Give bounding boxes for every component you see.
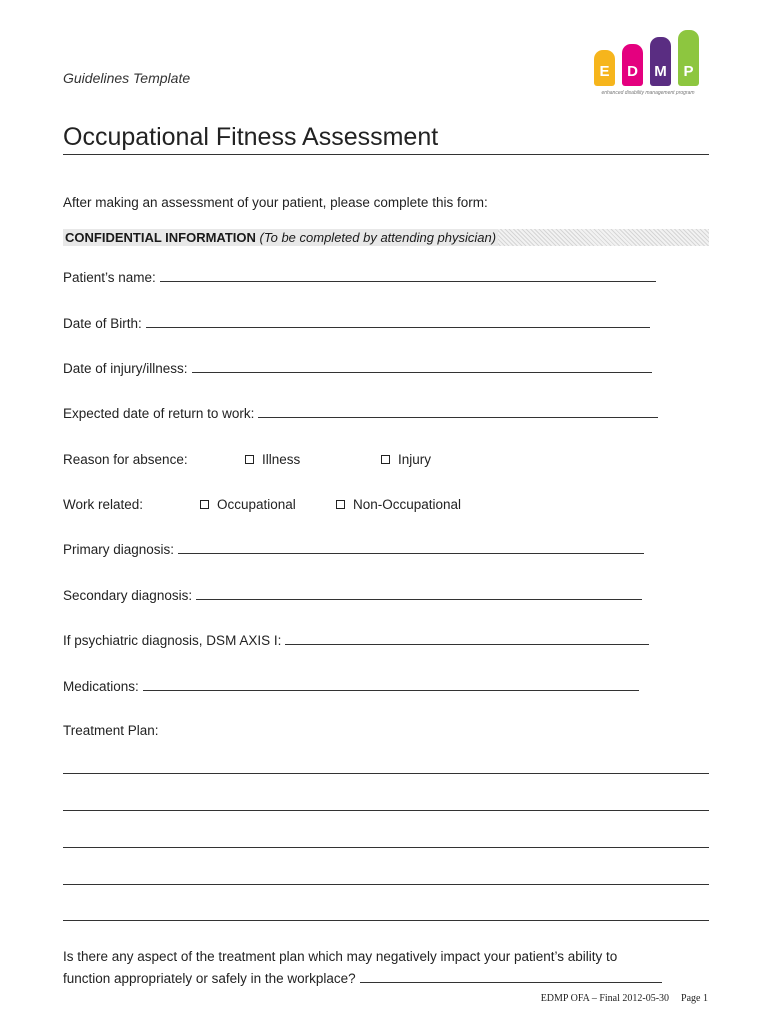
logo-tagline: enhanced disability management program: [601, 90, 695, 96]
secondary-dx-line[interactable]: [196, 599, 642, 600]
treatment-line-3[interactable]: [63, 847, 709, 848]
patient-name-field[interactable]: [63, 270, 656, 285]
medications-line[interactable]: [143, 690, 639, 691]
workplace-impact-question: [63, 946, 713, 990]
confidential-note: (To be completed by attending physician): [259, 230, 497, 245]
date-injury-line[interactable]: [192, 372, 652, 373]
work-option-non-occupational[interactable]: [336, 497, 461, 512]
secondary-dx-field[interactable]: [63, 588, 642, 603]
non-occupational-label: Non-Occupational: [353, 497, 462, 512]
primary-dx-line[interactable]: [178, 553, 644, 554]
work-related-label: Work related:: [63, 497, 144, 512]
treatment-line-2[interactable]: [63, 810, 709, 811]
logo-block-d: D: [622, 44, 643, 86]
injury-checkbox[interactable]: [381, 455, 390, 464]
title-divider: [63, 154, 709, 155]
dob-field[interactable]: [63, 316, 650, 331]
treatment-line-1[interactable]: [63, 773, 709, 774]
patient-name-label: Patient’s name:: [63, 270, 156, 285]
reason-absence-label: Reason for absence:: [63, 452, 188, 467]
illness-label: Illness: [262, 452, 301, 467]
question-answer-line[interactable]: [360, 982, 662, 983]
treatment-line-5[interactable]: [63, 920, 709, 921]
treatment-plan-label: Treatment Plan:: [63, 723, 159, 738]
reason-option-injury[interactable]: [381, 452, 431, 467]
illness-checkbox[interactable]: [245, 455, 254, 464]
psych-dx-field[interactable]: [63, 633, 649, 648]
medications-label: Medications:: [63, 679, 139, 694]
confidential-heading: CONFIDENTIAL INFORMATION: [65, 230, 256, 245]
non-occupational-checkbox[interactable]: [336, 500, 345, 509]
question-line-2: function appropriately or safely in the workplace?: [63, 971, 356, 986]
dob-label: Date of Birth:: [63, 316, 142, 331]
reason-option-illness[interactable]: [245, 452, 300, 467]
occupational-label: Occupational: [217, 497, 296, 512]
confidential-banner: [63, 229, 709, 246]
return-date-label: Expected date of return to work:: [63, 406, 255, 421]
date-injury-label: Date of injury/illness:: [63, 361, 188, 376]
treatment-line-4[interactable]: [63, 884, 709, 885]
psych-dx-label: If psychiatric diagnosis, DSM AXIS I:: [63, 633, 282, 648]
secondary-dx-label: Secondary diagnosis:: [63, 588, 193, 603]
date-injury-field[interactable]: [63, 361, 652, 376]
patient-name-line[interactable]: [160, 281, 656, 282]
header-label: Guidelines Template: [63, 70, 191, 86]
page-title: Occupational Fitness Assessment: [63, 123, 439, 151]
psych-dx-line[interactable]: [285, 644, 649, 645]
return-date-field[interactable]: [63, 406, 658, 421]
dob-line[interactable]: [146, 327, 650, 328]
injury-label: Injury: [398, 452, 432, 467]
work-option-occupational[interactable]: [200, 497, 296, 512]
question-line-1: Is there any aspect of the treatment plan which may negatively impact your patient’s ability to: [63, 949, 618, 964]
intro-text: After making an assessment of your patient, please complete this form:: [63, 195, 488, 210]
footer-doc-id: EDMP OFA – Final 2012-05-30: [540, 993, 670, 1004]
logo-block-e: E: [594, 50, 615, 86]
edmp-logo: [592, 30, 704, 98]
footer-page-number: Page 1: [681, 993, 708, 1004]
primary-dx-label: Primary diagnosis:: [63, 542, 175, 557]
occupational-checkbox[interactable]: [200, 500, 209, 509]
page-footer: [541, 993, 708, 1004]
primary-dx-field[interactable]: [63, 542, 644, 557]
medications-field[interactable]: [63, 679, 639, 694]
return-date-line[interactable]: [258, 417, 658, 418]
logo-block-m: M: [650, 37, 671, 86]
logo-block-p: P: [678, 30, 699, 86]
